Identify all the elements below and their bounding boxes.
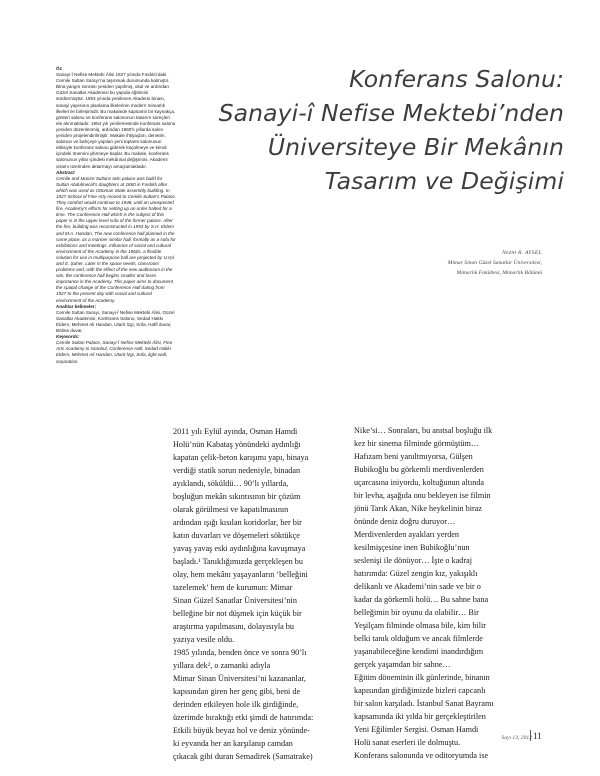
body-line: belleğine bir not düşmek için küçük bir bbox=[173, 609, 302, 619]
body-line: bir salon karşıladı. İstanbul Sanat Bayramı bbox=[354, 699, 494, 709]
body-line: yavaş yavaş eski aydınlığına kavuşmaya bbox=[173, 544, 306, 554]
page-number: 11 bbox=[533, 731, 542, 741]
body-line: Holü’nün Kabataş yönündeki aydınlığı bbox=[173, 440, 301, 450]
body-line: Sinan Güzel Sanatlar Üniversitesi’nin bbox=[173, 596, 297, 606]
author-block bbox=[302, 248, 542, 278]
body-line: olarak görülmesi ve kapatılmasının bbox=[173, 505, 289, 515]
body-line: Merdivenlerden ayakları yerden bbox=[354, 530, 460, 540]
keywords-tr-text: Cemile Sultan Sarayı, Sanayi-î Nefise Mektebi Âlisi, Güzel Sanatlar Akademisi, Konferans Salonu, Sedad Hakkı Eldem, Mehmet Ali Handan, Utarit İzgi, Sofa, Hafif duvar, Bölme duvar. bbox=[56, 309, 175, 334]
body-line: kesilmişçesine inen Bubikoğlu’nun bbox=[354, 543, 470, 553]
body-line: derinden etkileyen hole ilk girdiğinde, bbox=[173, 700, 299, 710]
body-line: seslenişi ile dönüyor… İşte o kadraj bbox=[354, 556, 473, 566]
body-line: Nike’si… Sonraları, bu anıtsal boşluğu ilk bbox=[354, 426, 493, 435]
title-line-4: Tasarım ve Değişimi bbox=[324, 167, 564, 195]
author-name: Nezih R. AYSEL bbox=[502, 250, 542, 256]
body-line: kapsamında iki yılda bir gerçekleştirilen bbox=[354, 712, 486, 722]
body-column-1 bbox=[173, 425, 341, 763]
body-line: Konferans salonunda ve oditoryumda ise bbox=[354, 751, 489, 761]
body-line: hatırımda: Güzel zengin kız, yakışıklı bbox=[354, 569, 478, 579]
article-title bbox=[144, 62, 564, 198]
body-line: kadar da görkemli holü… Bu sahne bana bbox=[354, 595, 489, 605]
body-line: ardından ışığı kısılan koridorlar, her bir bbox=[173, 518, 302, 528]
body-line: araştırma yapılmasını, dolayısıyla bu bbox=[173, 622, 294, 632]
body-line: yıllara dek², o zamanki adıyla bbox=[173, 661, 271, 671]
oz-label: Öz bbox=[56, 66, 62, 71]
body-line: 1985 yılında, benden önce ve sonra 90’lı bbox=[173, 648, 307, 658]
body-line: katın duvarları ve döşemeleri söktükçe bbox=[173, 531, 300, 541]
author-affiliation-2: Mimarlık Fakültesi, Mimarlık Bölümü bbox=[456, 270, 542, 276]
body-line: Bubikoğlu bu görkemli merdivenlerden bbox=[354, 465, 484, 475]
abstract-text: Cemile and Munire Sultans twin palace was build for Sultan Abdulmecid’s daughters at 1860 in Fındıklı after which was used as Ottoman State assembly building. In 1927 School of Fine Arty moved to Cemile Sultan’s Palace. They comfort would continue to 1948, until an unexpected fire, Academy’s efforts for setting up an order halted for a time. The Conference Hall which is the subject of this paper is in the upper level sofa of the former palace. After the fire, building was reconstructed in 1953 by S.H. Eldem and M.A. Handan. The new conference hall planned in the same place, as a manner similar hall, formally as a sofa for exhibitions and meetings. Influence of social and cultural environment of the Academy in the 1960s, a flexible solution for use in multipurpose hall are projected by U.Işıl and E. Şuher. Later in the space needs, classroom problems and, with the effect of the new auditorium in the site, the conference hall begins smaller and loses importance in the Academy. This paper aims to document the spatial change of the Conference Hall dating from 1927 to the present day with social and cultural environment of the Academy. bbox=[56, 175, 177, 303]
body-line: üzerimde bıraktığı etki şimdi de hatırımda: bbox=[173, 713, 314, 723]
body-line: Hafızam beni yanıltmıyorsa, Gülşen bbox=[354, 452, 473, 462]
title-line-3: Üniversiteye Bir Mekânın bbox=[267, 133, 564, 161]
body-line: Mimar Sinan Üniversitesi’ni kazananlar, bbox=[173, 674, 306, 684]
body-line: Holü sanat eserleri ile dolmuştu. bbox=[354, 738, 461, 748]
body-line: yazıya vesile oldu. bbox=[173, 635, 235, 645]
body-line: Yeşilçam filminde olmasa bile, kim bilir bbox=[354, 621, 486, 631]
keywords-en-text: Cemile Sultan Palace, Sanayi-î Nefise Mektebi Âlisi, Fine Arts Academy in Istanbul, Conference Hall, Sedad Hakkı Eldem, Mehmet Ali Handan, Utarit İzgi, Sofa, light wall, separation. bbox=[56, 340, 173, 364]
body-line: kapatan çelik-beton karışımı yapı, binaya bbox=[173, 453, 309, 463]
body-line: belki tanık olduğum ve ancak filmlerde bbox=[354, 634, 483, 644]
title-line-1: Konferans Salonu: bbox=[349, 65, 564, 93]
body-line: çıkacak gibi duran Semadirek (Samatrake) bbox=[173, 752, 313, 762]
body-line: başladı.¹ Tanıklığımızda gerçekleşen bu bbox=[173, 557, 303, 567]
body-line: gerçek yaşamdan bir sahne… bbox=[354, 660, 451, 670]
body-line: kez bir sinema filminde görmüştüm… bbox=[354, 439, 480, 449]
body-column-2 bbox=[354, 424, 522, 762]
body-line: önünde deniz doğru duruyor… bbox=[354, 517, 456, 527]
body-line: Eğitim döneminin ilk günlerinde, binanın bbox=[354, 673, 490, 683]
body-line: ayıklandı, söküldü… 90’lı yıllarda, bbox=[173, 479, 289, 489]
body-line: kapısından giren her genç gibi, beni de bbox=[173, 687, 301, 697]
body-line: uçarcasına iniyordu, koltuğunun altında bbox=[354, 478, 485, 488]
body-line: kapısından girdiğimizde bizleri capcanlı bbox=[354, 686, 486, 696]
body-line: yaşanabileceğine kendimi inandırdığım bbox=[354, 647, 484, 657]
body-line: ki eyvanda her an karşılanıp camdan bbox=[173, 739, 293, 749]
title-line-2: Sanayi-î Nefise Mektebi’nden bbox=[218, 99, 564, 127]
body-line: jönü Tarık Akan, Nike heykelinin biraz bbox=[354, 504, 482, 514]
footer-divider bbox=[530, 730, 531, 741]
body-line: Yeni Eğilimler Sergisi. Osman Hamdi bbox=[354, 725, 479, 735]
body-line: bir levha, aşağıda onu bekleyen ise filmin bbox=[354, 491, 491, 501]
body-line: olay, hem mekânı yaşayanların ‘belleğini bbox=[173, 570, 308, 580]
keywords-en-label: Keywords: bbox=[56, 334, 80, 340]
abstract-label: Abstract bbox=[56, 169, 75, 175]
keywords-tr-label: Anahtar kelimeler: bbox=[56, 303, 97, 309]
oz-text: Sanayi-î Nefise Mektebi Âlisi 1927 yılında Fındıklı’daki Cemile Sultan Sarayı’na taşınmak durumunda kalmıştır. Bina yangın sonrası yeniden yapılmış, okul ve ardından Güzel Sanatlar Akademisi bu yapıda eğitimini sürdürmüştür. 1953 yılında yenilenen Akademi binası, sanayi yapısının planlama ilkelerinin modern mimarlık ilkeleri ile birleşimidir. Bu makalede kapsamlı bir kaynakça, gösteri salonu ve konferans salonunun tasarım süreçleri ele alınmaktadır. 1954 yılı yenilemesinde konferans salonu yeniden düzenlenmiş, ardından 1960’lı yıllarda salon yeniden projelendirilmiştir. Makale ihtiyaçları, denetim, salonun ve bahçeye yapılan yeni toplantı salonunun etkisiyle konferans salonu giderek küçülmeye ve kendi içindeki önemini yitirmeye başlar. Bu makale, konferans salonunun yıllar içindeki mekânsal değişimini, Akademi ortamı üzerinden aktarmayı amaçlamaktadır. bbox=[56, 72, 176, 169]
body-line: delikanlı ve Akademi’nin sade ve bir o bbox=[354, 582, 481, 592]
body-line: Etkili büyük beyaz hol ve deniz yönünde- bbox=[173, 726, 310, 736]
body-line: belleğimin bir oyunu da olabilir… Bir bbox=[354, 608, 479, 618]
body-line: 2011 yılı Eylül ayında, Osman Hamdi bbox=[173, 427, 298, 436]
issue-label: Sayı 13, 2012 bbox=[501, 735, 532, 741]
body-line: verdiği statik sorun nedeniyle, binadan bbox=[173, 466, 301, 476]
body-line: boşluğun mekân sıkıntısının bir çözüm bbox=[173, 492, 301, 502]
author-affiliation-1: Mimar Sinan Güzel Sanatlar Üniversitesi, bbox=[447, 260, 542, 266]
body-line: tazelemek’ hem de kurumun: Mimar bbox=[173, 583, 293, 593]
